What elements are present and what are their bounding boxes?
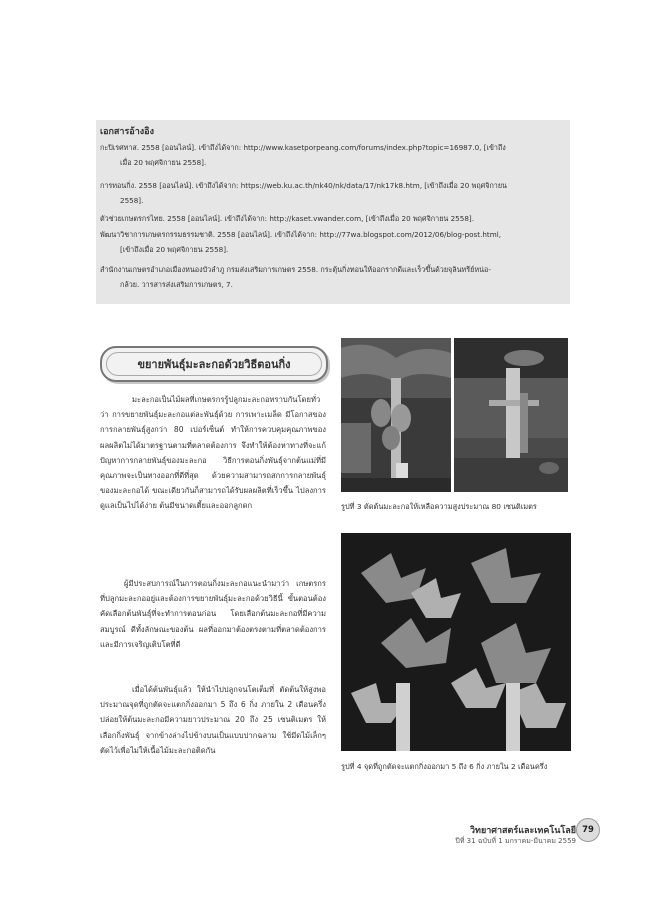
sprouting-branches-photo	[341, 533, 571, 751]
body-paragraph: เมื่อได้ต้นพันธุ์แล้ว ให้นำไปปลูกจนโตเต็มที่ ตัดต้นให้สูงพอประมาณจุดที่ถูกตัดจะแตกกิ่งออกมา 5 ถึง 6 กิ่ง ภายใน 2 เดือนครึ่ง ปล่อยให้ต้นมะละกอมีความยาวประมาณ 20 ถึง 25 เซนติเมตร ให้เลือกกิ่งพันธุ์ จากข้างล่างไปข้างบนเป็นแบบปากฉลาม ใช้มีดไม้เล็กๆ ตัดไว้เพื่อไม่ให้เนื้อไม้มะละกอติดกัน	[100, 685, 326, 755]
section-heading-box	[100, 346, 328, 382]
reference-item: พัฒนาวิชาการเกษตรกรรมธรรมชาติ. 2558 [ออนไลน์]. เข้าถึงได้จาก: http://77wa.blogspot.com/2012/06/blog-post.html, [เข้าถึงเมื่อ 20 พฤศจิกายน 2558].	[100, 230, 502, 254]
references-title: เอกสารอ้างอิง	[100, 127, 154, 137]
body-paragraph: ผู้มีประสบการณ์ในการตอนกิ่งมะละกอแนะนำมาว่า เกษตรกรที่ปลูกมะละกออยู่และต้องการขยายพันธุ์มะละกอด้วยวิธีนี้ ขั้นตอนต้องคัดเลือกต้นพันธุ์ที่จะทำการตอนก่อน โดยเลือกต้นมะละกอที่มีความสมบูรณ์ ดีทั้งลักษณะของต้น ผลที่ออกมาต้องตรงตามที่ตลาดต้องการและมีการเจริญเติบโตที่ดี	[100, 579, 326, 649]
papaya-tree-illustration	[341, 338, 451, 492]
reference-item: สำนักงานเกษตรอำเภอเมืองหนองบัวลำภู กรมส่งเสริมการเกษตร 2558. กระตุ้นกิ่งทอนให้ออกรากดีและเร็วขึ้นด้วยจุลินทรีย์หน่อ- กล้วย. วารสารส่งเสริมการเกษตร, 7.	[100, 265, 491, 289]
figure-4-caption: รูปที่ 4 จุดที่ถูกตัดจะแตกกิ่งออกมา 5 ถึง 6 กิ่ง ภายใน 2 เดือนครึ่ง	[341, 762, 548, 771]
reference-item: กะปิเรศทาส. 2558 [ออนไลน์]. เข้าถึงได้จาก: http://www.kasetporpeang.com/forums/index.php?topic=16987.0, [เข้าถึง เมื่อ 20 พฤศจิกายน 2558].	[100, 143, 506, 167]
cut-stump-illustration	[454, 338, 568, 492]
body-paragraph: มะละกอเป็นไม้ผลที่เกษตรกรรู้ปลูกมะละกอทราบกันโดยทั่วว่า การขยายพันธุ์มะละกอแต่ละพันธุ์ด้วย การเพาะเมล็ด มีโอกาสของการกลายพันธุ์สูงกว่า 80 เปอร์เซ็นต์ ทำให้การควบคุมคุณภาพของผลผลิตไม่ได้มาตรฐานตามที่ตลาดต้องการ จึงทำให้ต้องหาทางที่จะแก้ปัญหาการกลายพันธุ์ของมะละกอ วิธีการตอนกิ่งพันธุ์จากต้นแม่ที่มีคุณภาพจะเป็นทางออกที่ดีที่สุด ด้วยความสามารถสกการกลายพันธุ์ของมะละกอได้ ขณะเดียวกันก็สามารถได้รับผลผลิตที่เร็วขึ้น ไปลงการดูแลเป็นไปได้ง่าย ต้นมีขนาดเตี้ยและออกลูกดก	[100, 395, 326, 511]
reference-item: ตัวช่วยเกษตรกรไทย. 2558 [ออนไลน์]. เข้าถึงได้จาก: http://kaset.vwander.com, [เข้าถึงเมื่อ 20 พฤศจิกายน 2558].	[100, 214, 474, 223]
sprouting-branches-illustration	[341, 533, 571, 751]
section-heading: ขยายพันธุ์มะละกอด้วยวิธีตอนกิ่ง	[106, 352, 322, 376]
papaya-tree-photo	[341, 338, 451, 492]
page-number: 79	[576, 818, 600, 842]
journal-issue: ปีที่ 31 ฉบับที่ 1 มกราคม-มีนาคม 2559	[455, 837, 576, 845]
figure-3-caption: รูปที่ 3 ตัดต้นมะละกอให้เหลือความสูงประมาณ 80 เซนติเมตร	[341, 502, 537, 511]
reference-item: การทอนกิ่ง. 2558 [ออนไลน์]. เข้าถึงได้จาก: https://web.ku.ac.th/nk40/nk/data/17/nk17k8.htm, [เข้าถึงเมื่อ 20 พฤศจิกายน 2558].	[100, 181, 507, 205]
journal-title: วิทยาศาสตร์และเทคโนโลยี	[469, 826, 576, 836]
cut-stump-photo	[454, 338, 568, 492]
